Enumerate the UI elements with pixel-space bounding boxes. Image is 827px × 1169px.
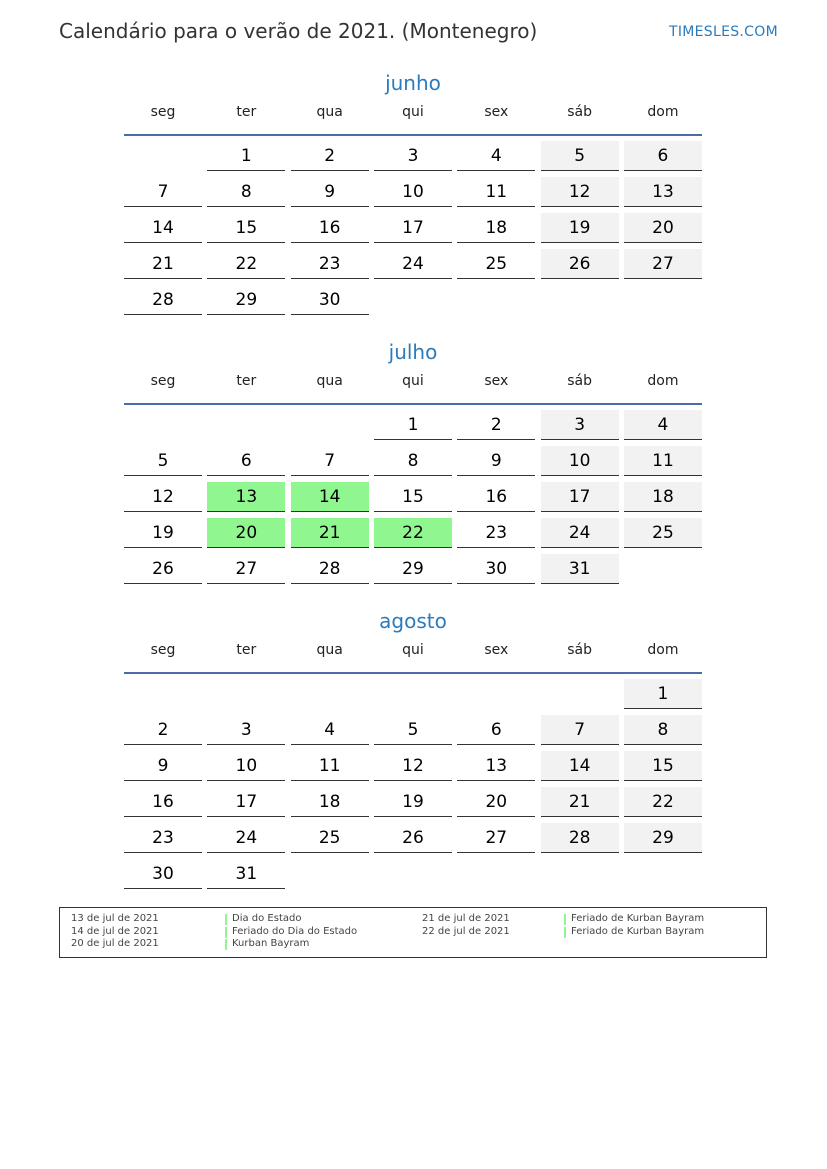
day-cell: 7 — [541, 715, 619, 745]
weekday-label: seg — [150, 642, 176, 658]
weekday-label: seg — [150, 104, 176, 120]
day-cell: 14 — [541, 751, 619, 781]
legend-marker — [564, 927, 566, 938]
legend-marker — [225, 914, 227, 925]
day-cell: 1 — [207, 141, 285, 171]
empty-cell — [291, 410, 369, 440]
weekday-label: sáb — [567, 373, 593, 389]
day-cell: 3 — [541, 410, 619, 440]
day-cell: 1 — [374, 410, 452, 440]
day-cell: 21 — [541, 787, 619, 817]
page-title: Calendário para o verão de 2021. (Montenegro) — [59, 19, 538, 43]
day-cell: 29 — [624, 823, 702, 853]
day-cell: 12 — [541, 177, 619, 207]
day-cell: 26 — [541, 249, 619, 279]
day-cell: 6 — [207, 446, 285, 476]
weekday-label: sex — [484, 642, 509, 658]
day-cell: 13 — [457, 751, 535, 781]
day-cell: 2 — [124, 715, 202, 745]
day-cell: 27 — [624, 249, 702, 279]
day-cell: 14 — [124, 213, 202, 243]
weekday-label: ter — [236, 642, 257, 658]
day-cell: 6 — [624, 141, 702, 171]
holiday-day-cell: 21 — [291, 518, 369, 548]
day-cell: 25 — [624, 518, 702, 548]
empty-cell — [457, 679, 535, 709]
day-cell: 19 — [124, 518, 202, 548]
day-cell: 24 — [374, 249, 452, 279]
month-name: julho — [388, 340, 438, 364]
day-cell: 20 — [624, 213, 702, 243]
day-cell: 23 — [124, 823, 202, 853]
legend-date: 20 de jul de 2021 — [71, 938, 159, 949]
day-cell: 15 — [207, 213, 285, 243]
day-cell: 18 — [624, 482, 702, 512]
day-cell: 29 — [374, 554, 452, 584]
weekday-label: qua — [316, 104, 343, 120]
day-cell: 7 — [291, 446, 369, 476]
weekday-label: qui — [402, 642, 424, 658]
day-cell: 16 — [291, 213, 369, 243]
holiday-day-cell: 22 — [374, 518, 452, 548]
day-cell: 26 — [374, 823, 452, 853]
month-august — [124, 606, 702, 895]
day-cell: 10 — [374, 177, 452, 207]
legend-holiday-name: Feriado de Kurban Bayram — [571, 926, 705, 937]
month-july — [124, 337, 702, 590]
weekday-label: seg — [150, 373, 176, 389]
legend-holiday-name: Kurban Bayram — [232, 938, 310, 949]
day-cell: 19 — [541, 213, 619, 243]
day-cell: 30 — [124, 859, 202, 889]
empty-cell — [541, 679, 619, 709]
day-cell: 11 — [457, 177, 535, 207]
day-cell: 28 — [291, 554, 369, 584]
empty-cell — [124, 679, 202, 709]
day-cell: 6 — [457, 715, 535, 745]
empty-cell — [374, 679, 452, 709]
day-cell: 4 — [291, 715, 369, 745]
day-cell: 29 — [207, 285, 285, 315]
day-cell: 3 — [207, 715, 285, 745]
day-cell: 2 — [457, 410, 535, 440]
empty-cell — [124, 141, 202, 171]
month-name: agosto — [379, 609, 447, 633]
holiday-day-cell: 14 — [291, 482, 369, 512]
day-cell: 27 — [457, 823, 535, 853]
day-grid — [124, 679, 702, 895]
day-cell: 1 — [624, 679, 702, 709]
day-cell: 20 — [457, 787, 535, 817]
day-cell: 7 — [124, 177, 202, 207]
day-cell: 4 — [457, 141, 535, 171]
day-cell: 15 — [374, 482, 452, 512]
day-cell: 19 — [374, 787, 452, 817]
legend-date: 13 de jul de 2021 — [71, 913, 159, 924]
day-cell: 26 — [124, 554, 202, 584]
weekday-label: dom — [647, 104, 679, 120]
holiday-day-cell: 20 — [207, 518, 285, 548]
day-cell: 18 — [291, 787, 369, 817]
empty-cell — [291, 679, 369, 709]
legend-date: 21 de jul de 2021 — [422, 913, 510, 924]
day-cell: 31 — [207, 859, 285, 889]
day-cell: 17 — [541, 482, 619, 512]
weekday-label: dom — [647, 373, 679, 389]
day-grid — [124, 141, 702, 321]
legend-marker — [564, 914, 566, 925]
day-cell: 13 — [624, 177, 702, 207]
day-cell: 24 — [541, 518, 619, 548]
day-cell: 16 — [124, 787, 202, 817]
legend-holiday-name: Feriado de Kurban Bayram — [571, 913, 705, 924]
day-cell: 5 — [541, 141, 619, 171]
day-cell: 8 — [624, 715, 702, 745]
header-divider — [124, 672, 702, 674]
header-divider — [124, 403, 702, 405]
weekday-label: dom — [647, 642, 679, 658]
day-cell: 28 — [124, 285, 202, 315]
day-cell: 8 — [207, 177, 285, 207]
day-cell: 11 — [624, 446, 702, 476]
day-cell: 15 — [624, 751, 702, 781]
weekday-header — [124, 367, 702, 396]
weekday-label: qua — [316, 373, 343, 389]
weekday-header — [124, 98, 702, 127]
brand-link[interactable]: TIMESLES.COM — [669, 24, 778, 40]
day-cell: 17 — [207, 787, 285, 817]
legend-holiday-name: Dia do Estado — [232, 913, 302, 924]
empty-cell — [124, 410, 202, 440]
legend-marker — [225, 927, 227, 938]
day-cell: 12 — [124, 482, 202, 512]
day-cell: 31 — [541, 554, 619, 584]
empty-cell — [207, 410, 285, 440]
day-cell: 22 — [624, 787, 702, 817]
day-cell: 5 — [374, 715, 452, 745]
weekday-label: ter — [236, 104, 257, 120]
weekday-label: ter — [236, 373, 257, 389]
day-cell: 24 — [207, 823, 285, 853]
weekday-label: qui — [402, 104, 424, 120]
day-cell: 28 — [541, 823, 619, 853]
weekday-label: sex — [484, 373, 509, 389]
day-cell: 23 — [291, 249, 369, 279]
holiday-day-cell: 13 — [207, 482, 285, 512]
weekday-label: qua — [316, 642, 343, 658]
day-cell: 9 — [457, 446, 535, 476]
day-cell: 8 — [374, 446, 452, 476]
day-cell: 27 — [207, 554, 285, 584]
weekday-label: sex — [484, 104, 509, 120]
day-cell: 25 — [291, 823, 369, 853]
holiday-legend — [59, 907, 767, 958]
day-cell: 23 — [457, 518, 535, 548]
weekday-label: sáb — [567, 104, 593, 120]
day-cell: 30 — [457, 554, 535, 584]
header-divider — [124, 134, 702, 136]
day-cell: 9 — [291, 177, 369, 207]
month-june — [124, 68, 702, 321]
day-cell: 10 — [541, 446, 619, 476]
legend-marker — [225, 939, 227, 950]
day-cell: 3 — [374, 141, 452, 171]
day-cell: 4 — [624, 410, 702, 440]
day-cell: 5 — [124, 446, 202, 476]
day-cell: 16 — [457, 482, 535, 512]
day-cell: 12 — [374, 751, 452, 781]
legend-date: 22 de jul de 2021 — [422, 926, 510, 937]
day-cell: 2 — [291, 141, 369, 171]
empty-cell — [207, 679, 285, 709]
day-cell: 30 — [291, 285, 369, 315]
weekday-label: qui — [402, 373, 424, 389]
legend-date: 14 de jul de 2021 — [71, 926, 159, 937]
day-cell: 9 — [124, 751, 202, 781]
month-name: junho — [385, 71, 441, 95]
day-cell: 22 — [207, 249, 285, 279]
legend-holiday-name: Feriado do Dia do Estado — [232, 926, 358, 937]
day-cell: 17 — [374, 213, 452, 243]
day-cell: 11 — [291, 751, 369, 781]
weekday-header — [124, 636, 702, 665]
weekday-label: sáb — [567, 642, 593, 658]
day-cell: 25 — [457, 249, 535, 279]
day-cell: 18 — [457, 213, 535, 243]
day-cell: 10 — [207, 751, 285, 781]
day-grid — [124, 410, 702, 590]
day-cell: 21 — [124, 249, 202, 279]
